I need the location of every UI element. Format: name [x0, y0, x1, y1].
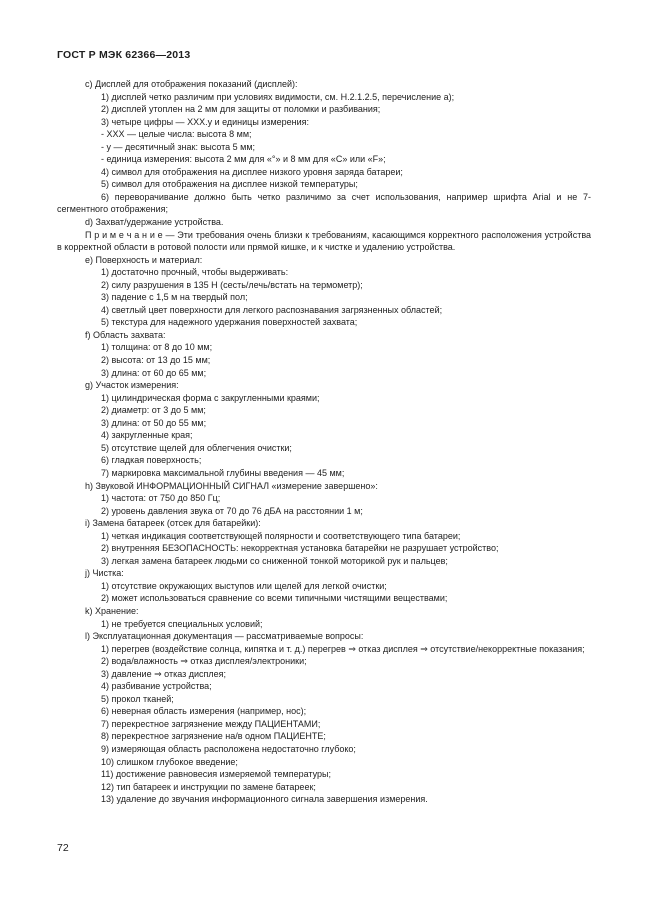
text-line: 12) тип батареек и инструкции по замене батареек;: [101, 781, 316, 792]
text-line: f) Область захвата:: [85, 329, 166, 340]
text-line: k) Хранение:: [85, 605, 139, 616]
text-line: e) Поверхность и материал:: [85, 254, 203, 265]
text-line: 4) разбивание устройства;: [101, 681, 212, 692]
text-line: 2) диаметр: от 3 до 5 мм;: [101, 405, 206, 416]
text-line: 8) перекрестное загрязнение на/в одном ПАЦИЕНТЕ;: [101, 731, 326, 742]
text-line: 3) четыре цифры — XXX.y и единицы измерения:: [101, 116, 310, 127]
text-line: 4) символ для отображения на дисплее низкого уровня заряда батареи;: [101, 166, 403, 177]
text-line: 3) легкая замена батареек людьми со сниженной тонкой моторикой рук и пальцев;: [101, 555, 448, 566]
text-line: 2) внутренняя БЕЗОПАСНОСТЬ: некорректная установка батарейки не разрушает устройство;: [101, 543, 499, 554]
text-line: 1) не требуется специальных условий;: [101, 618, 263, 629]
text-line: 1) отсутствие окружающих выступов или щелей для легкой очистки;: [101, 580, 387, 591]
text-line: 11) достижение равновесия измеряемой температуры;: [101, 769, 331, 780]
text-line: c) Дисплей для отображения показаний (дисплей):: [85, 79, 298, 89]
text-line: 1) четкая индикация соответствующей полярности и соответствующего типа батареи;: [101, 530, 461, 541]
text-line: 2) дисплей утоплен на 2 мм для защиты от поломки и разбивания;: [101, 104, 381, 115]
text-line: 2) может использоваться сравнение со всеми типичными чистящими веществами;: [101, 593, 448, 604]
text-line: 5) символ для отображения на дисплее низкой температуры;: [101, 179, 358, 190]
text-line: 1) частота: от 750 до 850 Гц;: [101, 493, 221, 504]
text-line: - y — десятичный знак: высота 5 мм;: [101, 141, 256, 152]
text-line: 1) дисплей четко различим при условиях видимости, см. Н.2.1.2.5, перечисление a);: [101, 91, 455, 102]
document-header: ГОСТ Р МЭК 62366—2013: [57, 49, 191, 61]
text-line: 13) удаление до звучания информационного сигнала завершения измерения.: [101, 794, 428, 805]
text-line: i) Замена батареек (отсек для батарейки):: [85, 518, 261, 529]
text-line: 7) перекрестное загрязнение между ПАЦИЕНТАМИ;: [101, 718, 321, 729]
text-line: 1) перегрев (воздействие солнца, кипятка и т. д.) перегрев ⇒ отказ дисплея ⇒ отсутствие/некорректные показания;: [101, 643, 585, 654]
text-line: 2) вода/влажность ⇒ отказ дисплея/электроники;: [101, 656, 307, 667]
text-line: 3) длина: от 60 до 65 мм;: [101, 367, 207, 378]
text-line: 3) падение с 1,5 м на твердый пол;: [101, 292, 248, 303]
text-line: 1) толщина: от 8 до 10 мм;: [101, 342, 213, 353]
text-line: 6) неверная область измерения (например, нос);: [101, 706, 307, 717]
text-line: 3) давление ⇒ отказ дисплея;: [101, 668, 227, 679]
text-line: П р и м е ч а н и е — Эти требования очень близки к требованиям, касающимся корректного расположения устройства в корректной области в ротовой полости или прямой кишке, и к чистке и удалению устройства.: [57, 229, 591, 253]
text-line: 3) длина: от 50 до 55 мм;: [101, 417, 207, 428]
text-line: 4) светлый цвет поверхности для легкого распознавания загрязненных областей;: [101, 304, 443, 315]
document-body: [57, 78, 591, 806]
text-line: j) Чистка:: [85, 568, 124, 579]
text-line: 5) текстура для надежного удержания поверхностей захвата;: [101, 317, 358, 328]
text-line: 1) цилиндрическая форма с закругленными краями;: [101, 392, 320, 403]
text-line: 6) переворачивание должно быть четко различимо за счет использования, например шрифта Arial и не 7-сегментного отображения;: [57, 191, 591, 215]
text-line: 5) отсутствие щелей для облегчения очистки;: [101, 442, 292, 453]
page-number: 72: [57, 842, 69, 854]
text-line: 5) прокол тканей;: [101, 693, 174, 704]
text-line: g) Участок измерения:: [85, 380, 179, 391]
text-line: 2) уровень давления звука от 70 до 76 дБА на расстоянии 1 м;: [101, 505, 363, 516]
text-line: 4) закругленные края;: [101, 430, 193, 441]
text-line: h) Звуковой ИНФОРМАЦИОННЫЙ СИГНАЛ «измерение завершено»:: [85, 480, 378, 491]
text-line: 2) силу разрушения в 135 Н (сесть/лечь/встать на термометр);: [101, 279, 363, 290]
text-line: 9) измеряющая область расположена недостаточно глубоко;: [101, 743, 356, 754]
text-line: 6) гладкая поверхность;: [101, 455, 202, 466]
text-line: 1) достаточно прочный, чтобы выдерживать:: [101, 267, 289, 278]
text-line: - единица измерения: высота 2 мм для «°» и 8 мм для «C» или «F»;: [101, 154, 386, 165]
text-line: 7) маркировка максимальной глубины введения — 45 мм;: [101, 467, 345, 478]
text-line: d) Захват/удержание устройства.: [85, 217, 224, 228]
text-line: 2) высота: от 13 до 15 мм;: [101, 355, 211, 366]
text-line: - XXX — целые числа: высота 8 мм;: [101, 129, 252, 140]
text-line: l) Эксплуатационная документация — рассматриваемые вопросы:: [85, 631, 364, 642]
text-line: 10) слишком глубокое введение;: [101, 756, 238, 767]
